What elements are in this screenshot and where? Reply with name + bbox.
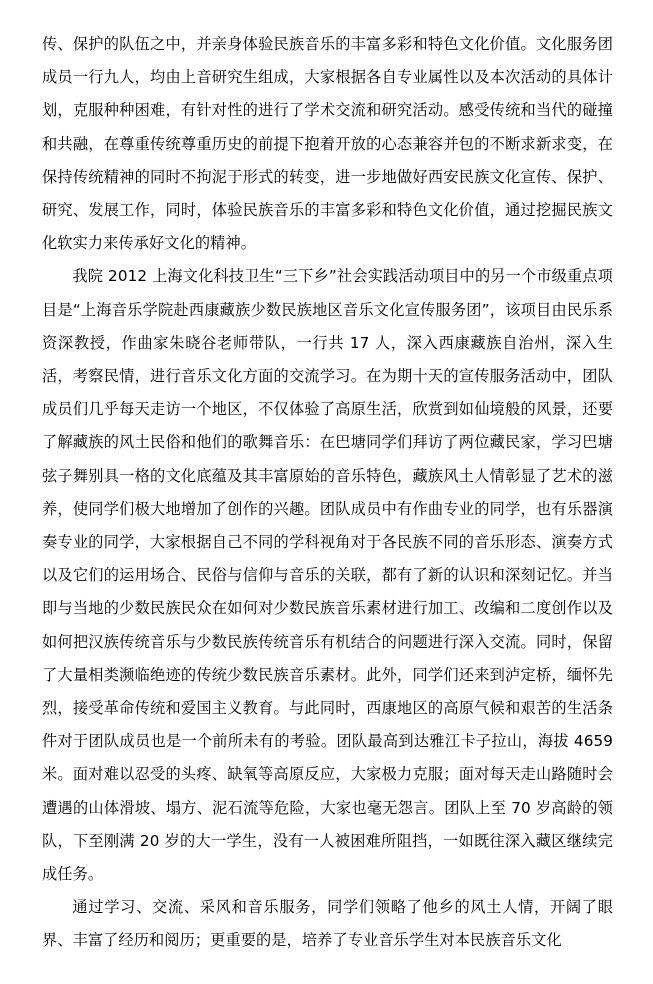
document-body [42,28,613,958]
paragraph-continued: 传、保护的队伍之中，并亲身体验民族音乐的丰富多彩和特色文化价值。文化服务团成员一行九人，均由上音研究生组成，大家根据各自专业属性以及本次活动的具体计划，克服种种困难，有针对性的进行了学术交流和研究活动。感受传统和当代的碰撞和共融，在尊重传统尊重历史的前提下抱着开放的心态兼容并包的不断求新求变，在保持传统精神的同时不拘泥于形式的转变，进一步地做好西安民族文化宣传、保护、研究、发展工作，同时，体验民族音乐的丰富多彩和特色文化价值，通过挖掘民族文化软实力来传承好文化的精神。 [42,35,613,253]
paragraph-summary: 通过学习、交流、采风和音乐服务，同学们领略了他乡的风土人情，开阔了眼界、丰富了经历和阅历；更重要的是，培养了专业音乐学生对本民族音乐文化 [42,898,613,950]
paragraph-project: 我院 2012 上海文化科技卫生“三下乡”社会实践活动项目中的另一个市级重点项目是“上海音乐学院赴西康藏族少数民族地区音乐文化宣传服务团”，该项目由民乐系资深教授，作曲家朱晓谷老师带队，一行共 17 人，深入西康藏族自治州，深入生活，考察民情，进行音乐文化方面的交流学习。在为期十天的宣传服务活动中，团队成员们几乎每天走访一个地区，不仅体验了高原生活，欣赏到如仙境般的风景，还要了解藏族的风土民俗和他们的歌舞音乐：在巴塘同学们拜访了两位藏民家，学习巴塘弦子舞别具一格的文化底蕴及其丰富原始的音乐特色，藏族风土人情彰显了艺术的滋养，使同学们极大地增加了创作的兴趣。团队成员中有作曲专业的同学，也有乐器演奏专业的同学，大家根据自己不同的学科视角对于各民族不同的音乐形态、演奏方式以及它们的运用场合、民俗与信仰与音乐的关联，都有了新的认识和深刻记忆。并当即与当地的少数民族民众在如何对少数民族音乐素材进行加工、改编和二度创作以及如何把汉族传统音乐与少数民族传统音乐有机结合的问题进行深入交流。同时，保留了大量相类濒临绝迹的传统少数民族音乐素材。此外，同学们还来到泸定桥，缅怀先烈，接受革命传统和爱国主义教育。与此同时，西康地区的高原气候和艰苦的生活条件对于团队成员也是一个前所未有的考验。团队最高到达雅江卡子拉山，海拔 4659 米。面对难以忍受的头疼、缺氧等高原反应，大家极力克服；面对每天走山路随时会遭遇的山体滑坡、塌方、泥石流等危险，大家也毫无怨言。团队上至 70 岁高龄的领队，下至刚满 20 岁的大一学生，没有一人被困难所阻挡，一如既往深入藏区继续完成任务。 [42,267,613,884]
